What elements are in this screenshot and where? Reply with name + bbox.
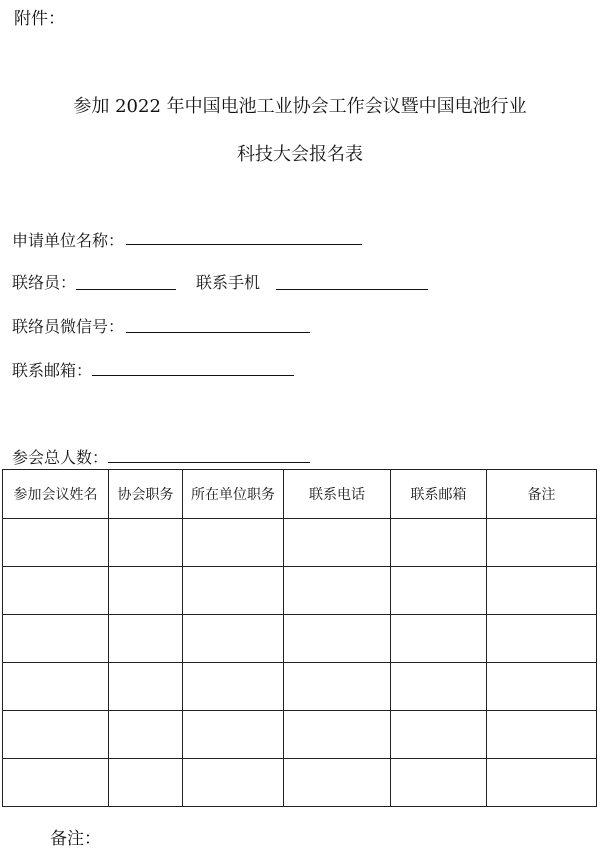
- table-cell[interactable]: [3, 567, 109, 615]
- contact-email-label: 联系邮箱：: [12, 361, 93, 380]
- table-row: [3, 615, 597, 663]
- contact-wechat-label: 联络员微信号：: [12, 317, 125, 336]
- table-cell[interactable]: [487, 567, 597, 615]
- table-cell[interactable]: [109, 519, 183, 567]
- table-cell[interactable]: [183, 519, 284, 567]
- table-cell[interactable]: [284, 759, 391, 807]
- table-cell[interactable]: [487, 519, 597, 567]
- table-row: [3, 663, 597, 711]
- table-cell[interactable]: [284, 663, 391, 711]
- table-cell[interactable]: [391, 615, 487, 663]
- note-label: 备注：: [50, 829, 101, 849]
- table-row: [3, 759, 597, 807]
- header-remarks: 备注: [487, 470, 597, 519]
- table-cell[interactable]: [183, 567, 284, 615]
- header-contact-phone: 联系电话: [284, 470, 391, 519]
- table-row: [3, 711, 597, 759]
- table-cell[interactable]: [487, 711, 597, 759]
- contact-phone-label: 联系手机: [196, 273, 261, 292]
- table-cell[interactable]: [109, 663, 183, 711]
- table-cell[interactable]: [183, 711, 284, 759]
- attachment-label: 附件：: [14, 9, 65, 29]
- table-cell[interactable]: [183, 663, 284, 711]
- table-cell[interactable]: [391, 519, 487, 567]
- table-cell[interactable]: [284, 519, 391, 567]
- table-cell[interactable]: [183, 615, 284, 663]
- table-cell[interactable]: [284, 567, 391, 615]
- table-cell[interactable]: [391, 711, 487, 759]
- contact-wechat-input-line[interactable]: [126, 332, 310, 333]
- contact-person-input-line[interactable]: [76, 289, 176, 290]
- header-contact-email: 联系邮箱: [391, 470, 487, 519]
- header-association-position: 协会职务: [109, 470, 183, 519]
- table-cell[interactable]: [109, 711, 183, 759]
- form-title-line-1: 参加 2022 年中国电池工业协会工作会议暨中国电池行业: [73, 96, 527, 117]
- table-cell[interactable]: [3, 615, 109, 663]
- table-header-row: [3, 470, 597, 519]
- total-attendees-label: 参会总人数：: [12, 448, 109, 467]
- table-cell[interactable]: [284, 615, 391, 663]
- contact-phone-input-line[interactable]: [276, 289, 428, 290]
- table-cell[interactable]: [487, 759, 597, 807]
- contact-email-input-line[interactable]: [92, 375, 294, 376]
- header-unit-position: 所在单位职务: [183, 470, 284, 519]
- table-row: [3, 519, 597, 567]
- table-row: [3, 567, 597, 615]
- table-cell[interactable]: [109, 567, 183, 615]
- table-cell[interactable]: [3, 519, 109, 567]
- unit-name-input-line[interactable]: [126, 244, 362, 245]
- contact-person-label: 联络员：: [12, 273, 77, 292]
- table-cell[interactable]: [109, 615, 183, 663]
- registration-table: [2, 469, 597, 807]
- unit-name-label: 申请单位名称：: [12, 231, 125, 250]
- total-attendees-input-line[interactable]: [108, 462, 310, 463]
- form-title-line-2: 科技大会报名表: [237, 144, 363, 165]
- table-cell[interactable]: [284, 711, 391, 759]
- table-cell[interactable]: [487, 663, 597, 711]
- table-cell[interactable]: [391, 759, 487, 807]
- table-cell[interactable]: [109, 759, 183, 807]
- table-cell[interactable]: [183, 759, 284, 807]
- table-cell[interactable]: [3, 711, 109, 759]
- table-cell[interactable]: [487, 615, 597, 663]
- table-cell[interactable]: [391, 567, 487, 615]
- header-attendee-name: 参加会议姓名: [3, 470, 109, 519]
- table-cell[interactable]: [3, 759, 109, 807]
- table-cell[interactable]: [391, 663, 487, 711]
- table-cell[interactable]: [3, 663, 109, 711]
